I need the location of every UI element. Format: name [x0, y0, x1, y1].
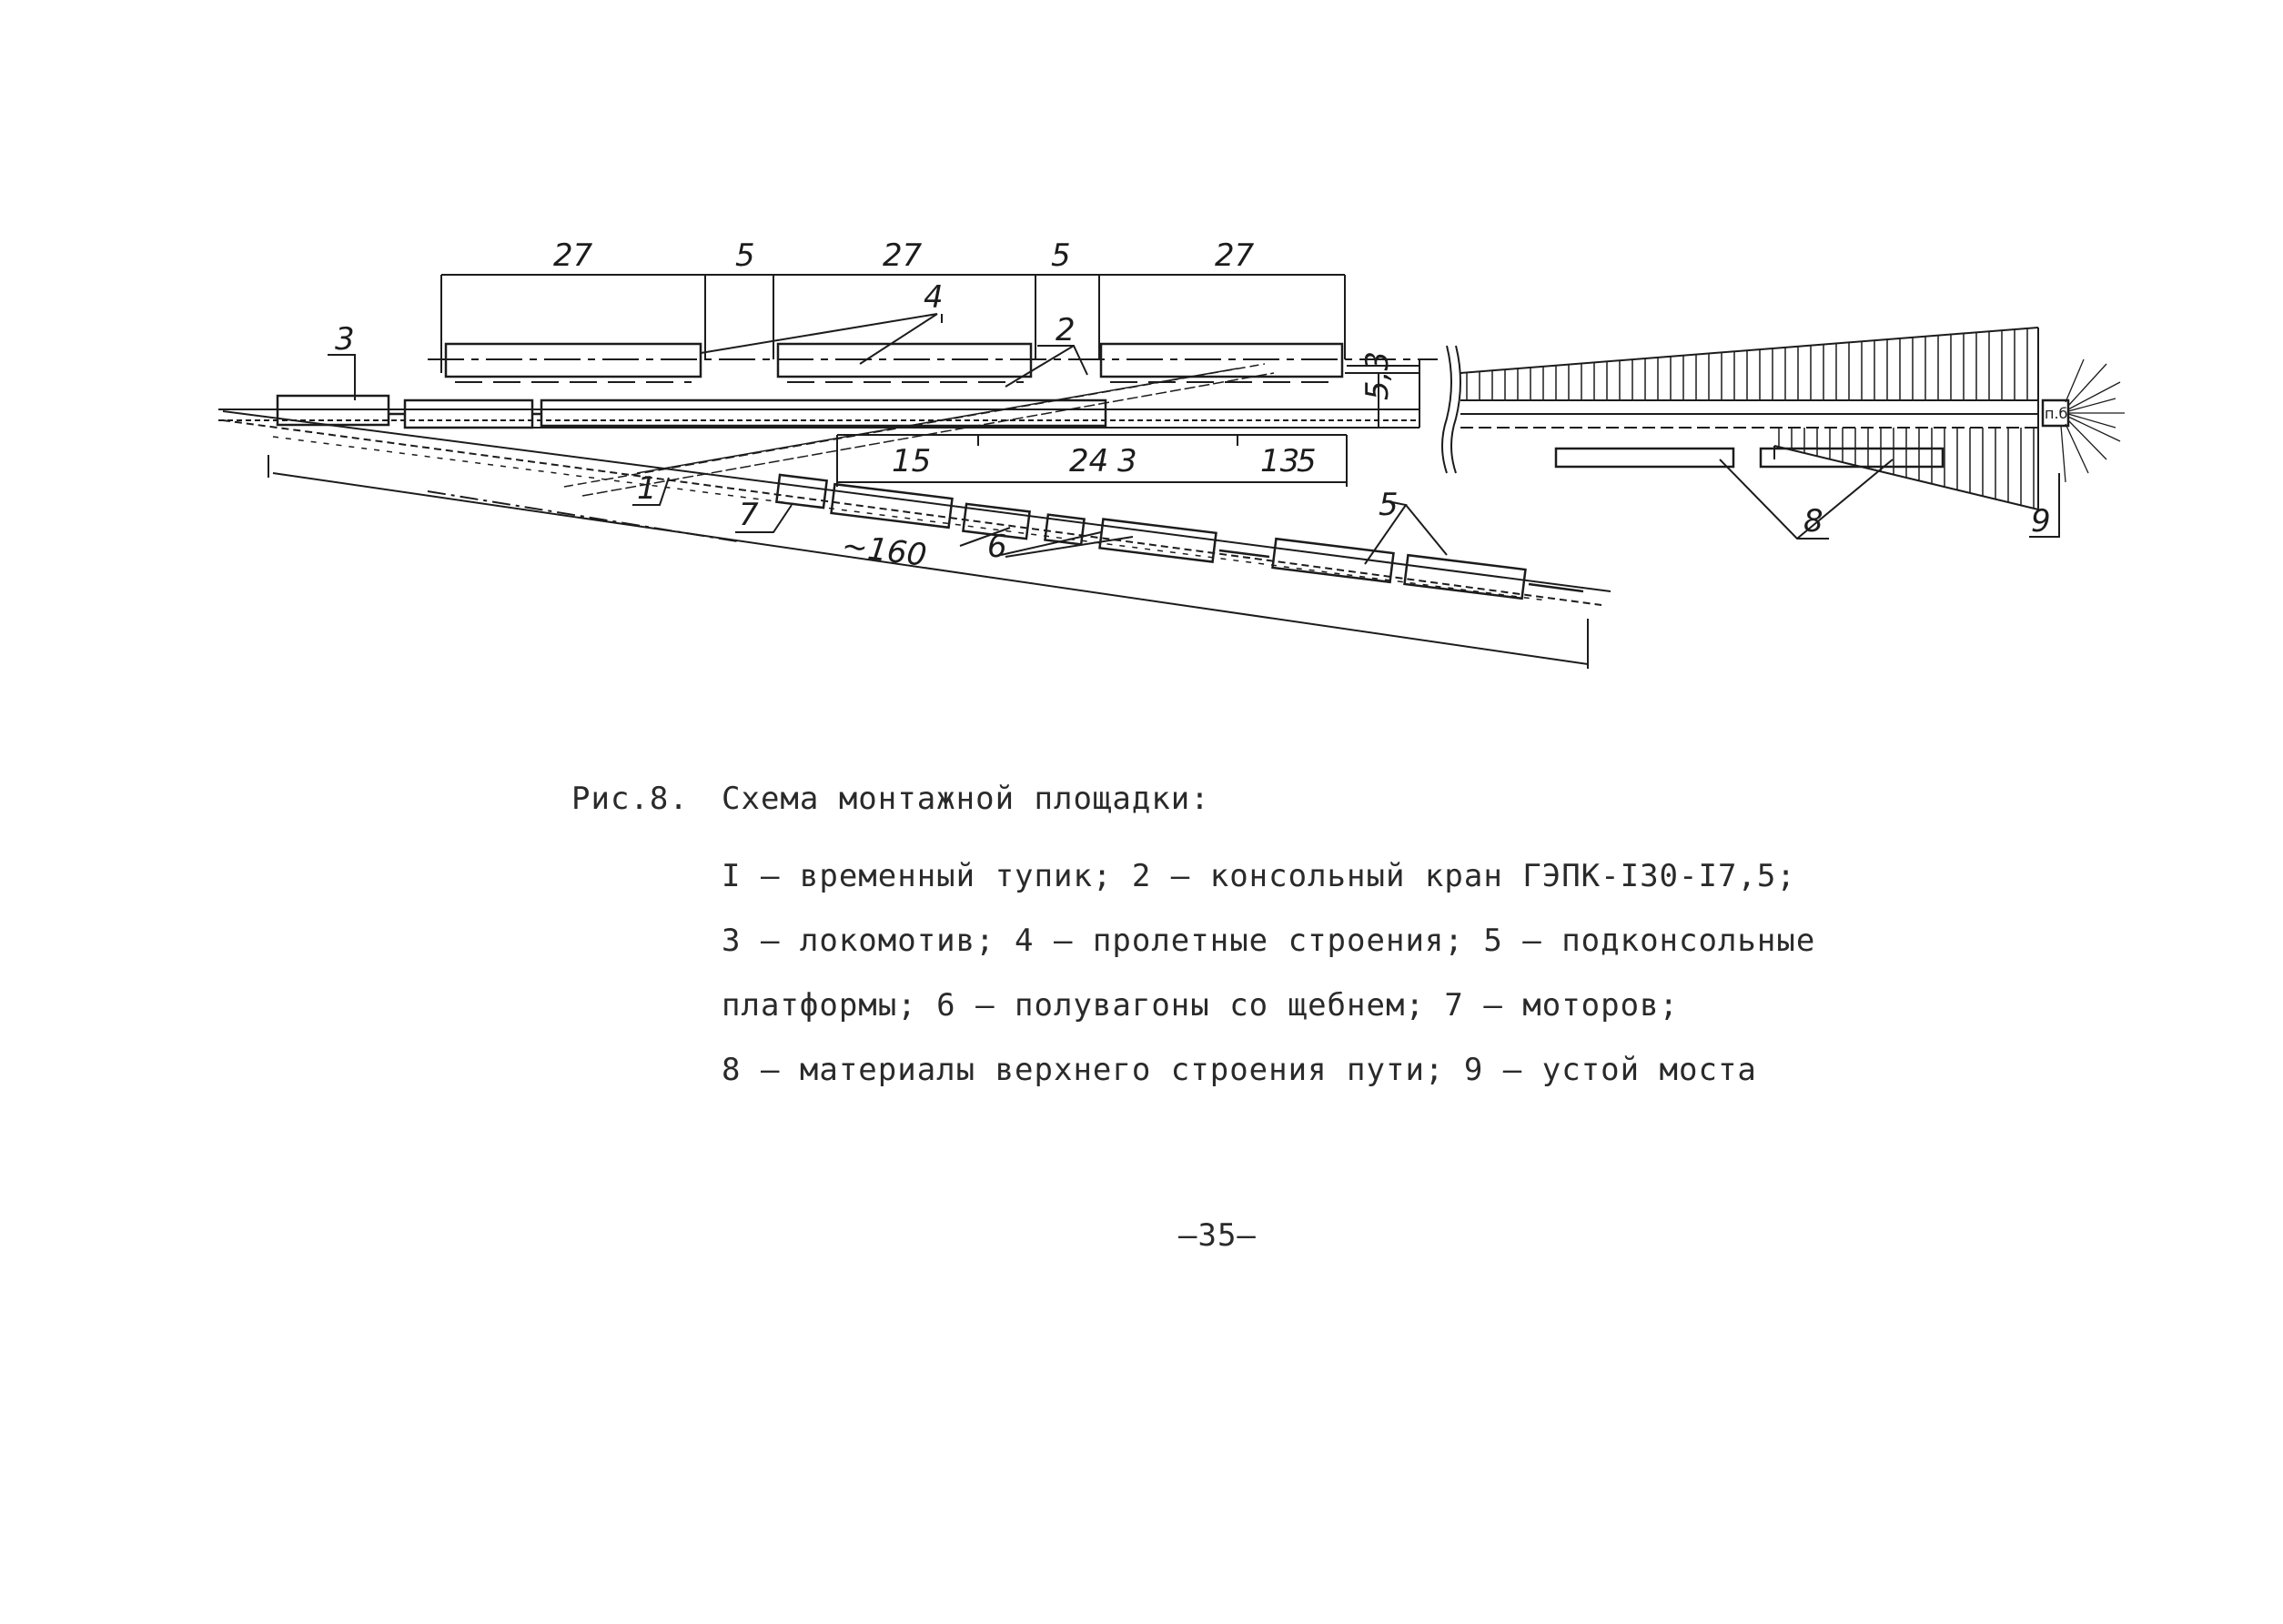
- dim-lower-4: 13: [1260, 443, 1300, 479]
- main-track: [218, 359, 1419, 428]
- motor-car: [776, 475, 826, 508]
- callout-4: 4: [924, 279, 944, 316]
- legend-line-4: 8 – материалы верхнего строения пути; 9 – устой моста: [722, 1052, 1757, 1088]
- dim-side: 5,3: [1359, 350, 1396, 400]
- top-dimension-chain: [441, 275, 1345, 373]
- diagram-labels: [335, 237, 2067, 574]
- callout-6: 6: [987, 529, 1007, 565]
- page-number: –35–: [1178, 1217, 1257, 1254]
- dim-lower-1: 15: [892, 443, 932, 479]
- span-structures: [428, 344, 1419, 382]
- legend-line-1: I – временный тупик; 2 – консольный кран ГЭПК-I30-I7,5;: [722, 858, 1796, 894]
- callout-2: 2: [1056, 312, 1076, 348]
- legend-line-3: платформы; 6 – полувагоны со щебнем; 7 – моторов;: [722, 987, 1680, 1024]
- legend-line-2: 3 – локомотив; 4 – пролетные строения; 5 – подконсольные: [722, 923, 1816, 959]
- abutment-tag: п.б: [2045, 405, 2068, 422]
- figure-legend: [571, 844, 2118, 1103]
- callout-8: 8: [1803, 503, 1823, 540]
- caption-title-row: [571, 781, 2118, 817]
- dim-top-1: 27: [553, 237, 593, 274]
- drawing-lines: [218, 275, 2125, 669]
- train-upper: [278, 396, 1106, 428]
- dim-lower-5: 5: [1297, 443, 1317, 479]
- cantilever-crane: [405, 400, 532, 428]
- dim-lower-2: 24: [1069, 443, 1109, 479]
- callout-1: 1: [637, 470, 657, 507]
- platform-upper: [541, 400, 1106, 426]
- callout-3: 3: [335, 321, 355, 358]
- materials-stack-1: [1556, 449, 1733, 467]
- track-materials: [1556, 449, 1943, 467]
- figure-label: Рис.8.: [571, 781, 689, 817]
- dim-top-2: 5: [735, 237, 755, 274]
- dim-length: ~160: [839, 527, 929, 574]
- callout-7: 7: [739, 497, 759, 533]
- dim-top-3: 27: [883, 237, 923, 274]
- approach-hatching: [1467, 328, 2027, 400]
- dim-top-4: 5: [1051, 237, 1071, 274]
- abutment-hatching: [1779, 428, 2034, 509]
- dim-top-5: 27: [1215, 237, 1255, 274]
- break-line: [1442, 346, 1460, 473]
- callout-5: 5: [1379, 487, 1399, 523]
- callout-9: 9: [2031, 503, 2051, 540]
- callout-leaders: [328, 314, 2059, 564]
- dim-lower-3: 3: [1117, 443, 1137, 479]
- figure-caption: [571, 781, 2118, 1103]
- temporary-dead-end-track: [223, 411, 1611, 605]
- figure-title: Схема монтажной площадки:: [722, 781, 1210, 817]
